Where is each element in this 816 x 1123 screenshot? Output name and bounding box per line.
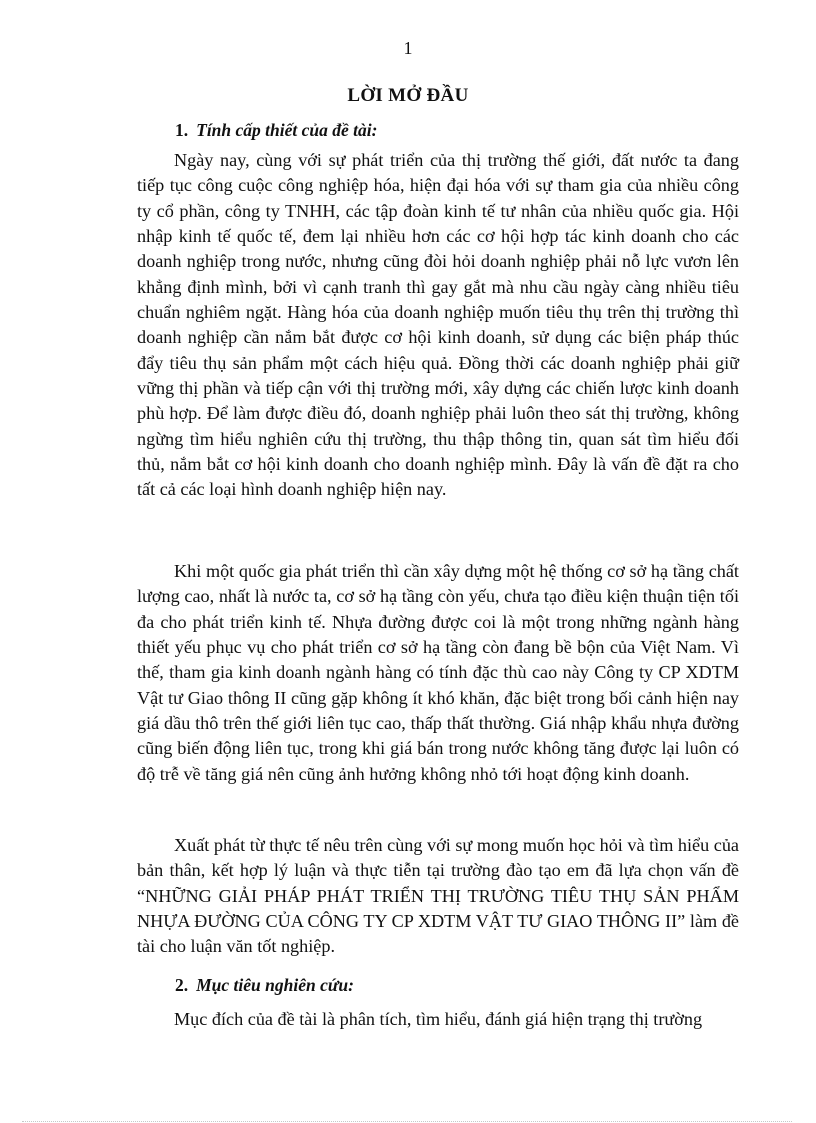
section-number: 1. (175, 120, 189, 140)
section-heading-text: Tính cấp thiết của đề tài: (196, 120, 378, 140)
paragraph: Ngày nay, cùng với sự phát triển của thị trường thế giới, đất nước ta đang tiếp tục công cuộc công nghiệp hóa, hiện đại hóa với sự tham gia của nhiều công ty cổ phần, công ty TNHH, các tập đoàn kinh tế tư nhân của nhiều quốc gia. Hội nhập kinh tế quốc tế, đem lại nhiều hơn các cơ hội hợp tác kinh doanh cho các doanh nghiệp trong nước, nhưng cũng đòi hỏi doanh nghiệp phải nỗ lực vươn lên khẳng định mình, bởi vì cạnh tranh thì gay gắt mà nhu cầu ngày càng nhiều tiêu chuẩn nghiêm ngặt. Hàng hóa của doanh nghiệp muốn tiêu thụ trên thị trường thì doanh nghiệp cần nắm bắt được cơ hội kinh doanh, sử dụng các biện pháp thúc đẩy tiêu thụ sản phẩm một cách hiệu quả. Đồng thời các doanh nghiệp phải giữ vững thị phần và tiếp cận với thị trường mới, xây dựng các chiến lược kinh doanh phù hợp. Để làm được điều đó, doanh nghiệp phải luôn theo sát thị trường, không ngừng tìm hiểu nghiên cứu thị trường, thu thập thông tin, quan sát tìm hiểu đối thủ, nắm bắt cơ hội kinh doanh cho doanh nghiệp mình. Đây là vấn đề đặt ra cho tất cả các loại hình doanh nghiệp hiện nay. (137, 150, 739, 500)
section-heading-text: Mục tiêu nghiên cứu: (196, 975, 354, 995)
section-number: 2. (175, 975, 189, 995)
paragraph: Mục đích của đề tài là phân tích, tìm hiểu, đánh giá hiện trạng thị trường (174, 1009, 703, 1029)
section-heading-1 (175, 120, 377, 141)
page-number: 1 (403, 38, 413, 58)
paragraph: Khi một quốc gia phát triển thì cần xây dựng một hệ thống cơ sở hạ tầng chất lượng cao, nhất là nước ta, cơ sở hạ tầng còn yếu, chưa tạo điều kiện thuận tiện tối đa cho phát triển kinh tế. Nhựa đường được coi là một trong những ngành hàng thiết yếu phục vụ cho phát triển cơ sở hạ tầng còn đang bề bộn của Việt Nam. Vì thế, tham gia kinh doanh ngành hàng có tính đặc thù cao này Công ty CP XDTM Vật tư Giao thông II cũng gặp không ít khó khăn, đặc biệt trong bối cảnh hiện nay giá dầu thô trên thế giới liên tục cao, thấp thất thường. Giá nhập khẩu nhựa đường cũng biến động liên tục, trong khi giá bán trong nước không tăng được lại luôn có độ trễ về tăng giá nên cũng ảnh hưởng không nhỏ tới hoạt động kinh doanh. (137, 561, 739, 784)
page-bottom-divider (22, 1121, 792, 1122)
section-heading-2 (175, 975, 354, 996)
document-title: LỜI MỞ ĐẦU (347, 85, 469, 106)
paragraph: Xuất phát từ thực tế nêu trên cùng với sự mong muốn học hỏi và tìm hiểu của bản thân, kết hợp lý luận và thực tiễn tại trường đào tạo em đã lựa chọn vấn đề “NHỮNG GIẢI PHÁP PHÁT TRIỂN THỊ TRƯỜNG TIÊU THỤ SẢN PHẨM NHỰA ĐƯỜNG CỦA CÔNG TY CP XDTM VẬT TƯ GIAO THÔNG II” làm đề tài cho luận văn tốt nghiệp. (137, 835, 739, 957)
